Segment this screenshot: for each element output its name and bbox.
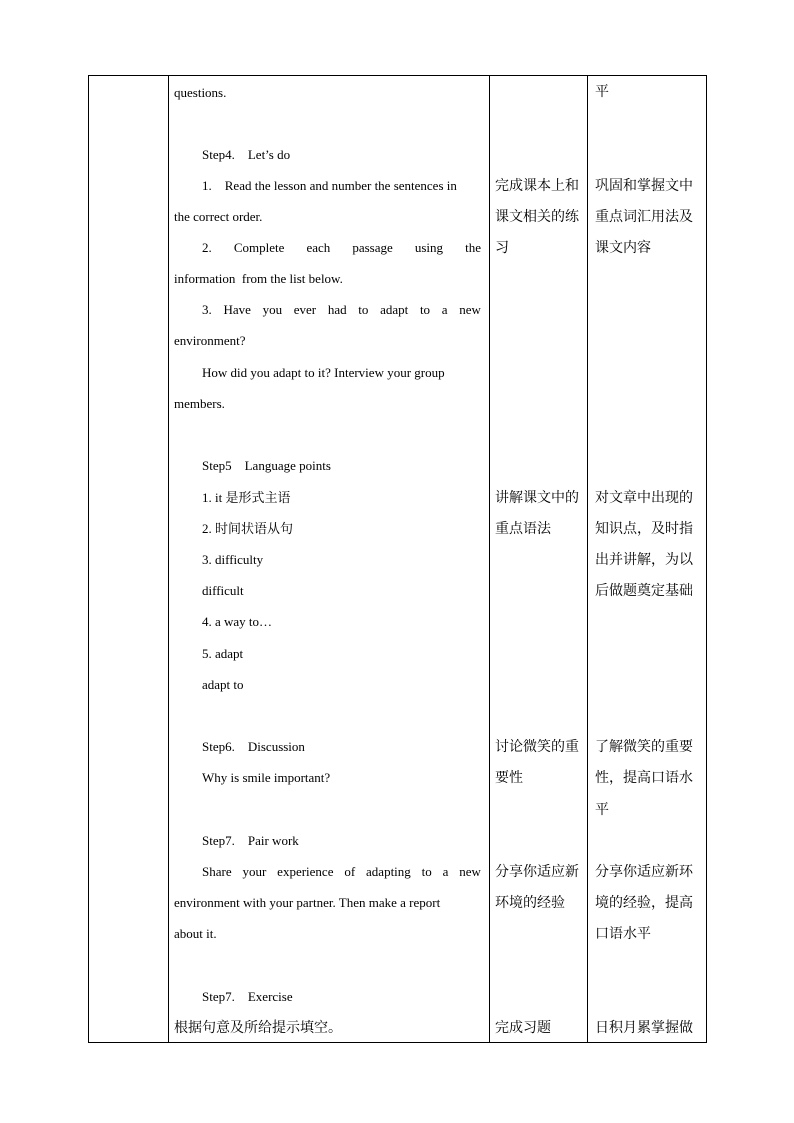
activity-line: 要性 (495, 770, 523, 786)
word: a (442, 864, 449, 879)
word: ever (293, 302, 317, 317)
intent-line: 分享你适应新环 (595, 864, 693, 880)
word: passage (352, 240, 393, 255)
activity-line: 重点语法 (495, 521, 551, 537)
intent-line: 平 (595, 802, 609, 818)
process-line: environment? (174, 333, 246, 348)
process-line-justified (202, 240, 481, 256)
intent-line: 重点词汇用法及 (595, 209, 693, 225)
intent-line: 平 (595, 84, 609, 100)
process-line: difficult (202, 583, 244, 598)
word: the (465, 240, 481, 255)
process-line-justified (202, 864, 481, 880)
activity-line: 课文相关的练 (495, 209, 579, 225)
word: 3. (202, 302, 212, 317)
word: to (421, 864, 432, 879)
process-line: information from the list below. (174, 271, 343, 286)
intent-line: 出并讲解，为以 (595, 552, 693, 568)
process-line: environment with your partner. Then make a report (174, 895, 441, 910)
word: each (306, 240, 331, 255)
word: new (459, 864, 481, 879)
process-line: 4. a way to… (202, 614, 273, 629)
column-divider-1 (168, 76, 169, 1042)
intent-line: 了解微笑的重要 (595, 739, 693, 755)
word: Complete (233, 240, 285, 255)
word: your (242, 864, 267, 879)
step6-heading: Step6. Discussion (202, 739, 305, 754)
word: adapt (380, 302, 409, 317)
word: Share (202, 864, 232, 879)
activity-line: 分享你适应新 (495, 864, 579, 880)
intent-line: 性，提高口语水 (595, 770, 693, 786)
process-line: 2. 时间状语从句 (202, 521, 294, 536)
process-line: 根据句意及所给提示填空。 (174, 1020, 342, 1036)
step7-heading: Step7. Pair work (202, 833, 299, 848)
word: a (441, 302, 448, 317)
process-line: adapt to (202, 677, 244, 692)
word: to (419, 302, 431, 317)
step7-exercise-heading: Step7. Exercise (202, 989, 293, 1004)
word: you (262, 302, 283, 317)
intent-line: 知识点，及时指 (595, 521, 693, 537)
activity-line: 完成课本上和 (495, 178, 579, 194)
intent-line: 日积月累掌握做 (595, 1020, 693, 1036)
process-line: 5. adapt (202, 646, 244, 661)
process-line: Why is smile important? (202, 770, 331, 785)
process-line: 1. it 是形式主语 (202, 490, 291, 505)
word: Have (223, 302, 251, 317)
step4-heading: Step4. Let’s do (202, 147, 291, 162)
process-line: about it. (174, 926, 217, 941)
process-line: 1. Read the lesson and number the sentences in (202, 178, 457, 193)
word: adapting (366, 864, 411, 879)
intent-line: 后做题奠定基础 (595, 583, 693, 599)
process-line: members. (174, 396, 225, 411)
word: to (358, 302, 369, 317)
activity-line: 完成习题 (495, 1020, 551, 1036)
intent-line: 口语水平 (595, 926, 651, 942)
activity-line: 讨论微笑的重 (495, 739, 579, 755)
word: of (344, 864, 356, 879)
activity-line: 讲解课文中的 (495, 490, 579, 506)
word: 2. (202, 240, 212, 255)
process-line: questions. (174, 85, 227, 100)
process-line: 3. difficulty (202, 552, 264, 567)
intent-line: 课文内容 (595, 240, 651, 256)
step5-heading: Step5 Language points (202, 458, 331, 473)
word: experience (277, 864, 334, 879)
intent-line: 对文章中出现的 (595, 490, 693, 506)
word: new (459, 302, 481, 317)
intent-line: 巩固和掌握文中 (595, 178, 693, 194)
word: using (414, 240, 444, 255)
word: had (327, 302, 347, 317)
activity-line: 环境的经验 (495, 895, 565, 911)
process-line-justified (202, 302, 481, 318)
intent-line: 境的经验，提高 (595, 895, 693, 911)
column-divider-3 (587, 76, 588, 1042)
process-line: How did you adapt to it? Interview your group (202, 365, 445, 380)
column-divider-2 (489, 76, 490, 1042)
activity-line: 习 (495, 240, 509, 256)
process-line: the correct order. (174, 209, 263, 224)
